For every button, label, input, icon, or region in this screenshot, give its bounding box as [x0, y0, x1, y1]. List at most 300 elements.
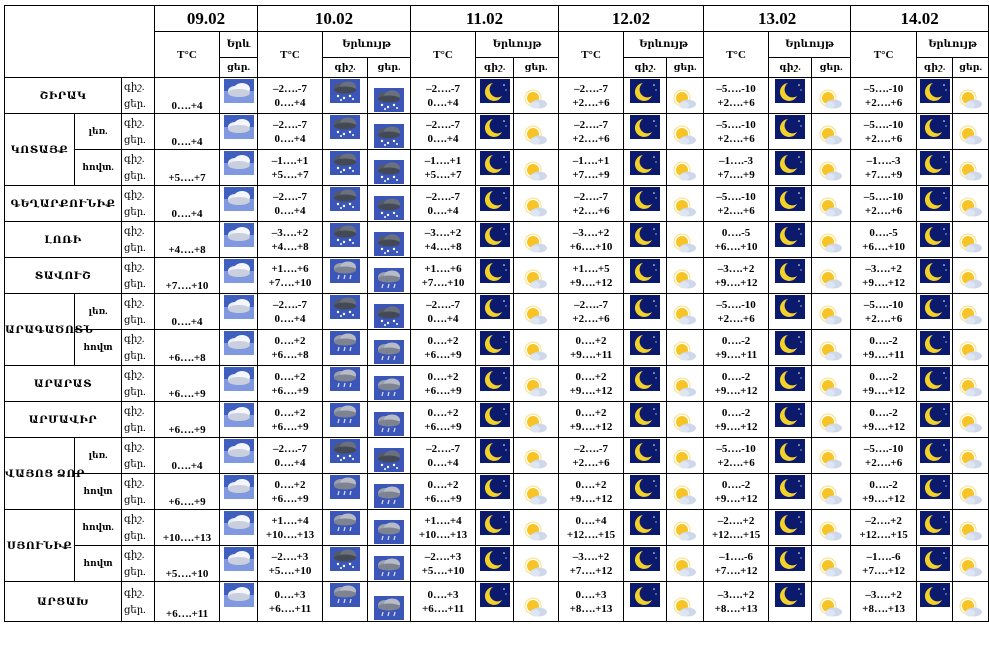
temperature-cell: [258, 438, 323, 474]
weather-icon-cell: [476, 366, 514, 402]
weather-icon-cell: [812, 258, 851, 294]
night-temp: –5….-10: [716, 118, 756, 131]
rain-icon: [324, 367, 366, 391]
rain-icon: [369, 376, 409, 400]
temperature-cell: [258, 294, 323, 330]
weather-icon-cell: [917, 78, 953, 114]
day-temp: +2….+6: [572, 96, 610, 109]
day-temp: +7….+10: [268, 276, 312, 289]
day-night-labels: [122, 510, 155, 546]
day-temp: +4….+8: [168, 244, 206, 256]
day-night-labels: [122, 150, 155, 186]
moon-icon: [477, 547, 512, 571]
date-header: 13.02: [704, 6, 851, 32]
moon-icon: [477, 79, 512, 103]
moon-icon: [477, 223, 512, 247]
night-temp: –5….-10: [716, 190, 756, 203]
day-temp: +7….+9: [864, 168, 903, 181]
temperature-cell: [155, 582, 220, 622]
sun-cloud-icon: [668, 520, 702, 544]
day-temp: 0….+4: [171, 100, 203, 112]
weather-icon-cell: [917, 294, 953, 330]
night-temp: 0….-5: [721, 226, 751, 239]
day-temp: +9….+11: [714, 348, 758, 361]
moon-icon: [770, 583, 810, 607]
cloudy-icon: [221, 583, 256, 607]
sun-cloud-icon: [813, 556, 849, 580]
night-temp: +1….+6: [271, 262, 309, 275]
temperature-cell: [411, 150, 476, 186]
weather-icon-cell: [220, 402, 258, 438]
sun-cloud-icon: [668, 304, 702, 328]
temperature-cell: [851, 258, 917, 294]
weather-icon-cell: [624, 294, 667, 330]
night-temp: –2….-7: [273, 82, 307, 95]
moon-icon: [625, 115, 665, 139]
snow-icon: [324, 187, 366, 211]
night-temp: –1….-3: [719, 154, 754, 167]
temperature-cell: [559, 186, 624, 222]
moon-icon: [770, 79, 810, 103]
rain-icon: [324, 583, 366, 607]
sun-cloud-icon: [515, 304, 557, 328]
weather-icon-cell: [953, 114, 989, 150]
day-night-labels: [122, 546, 155, 582]
temperature-cell: [258, 114, 323, 150]
temperature-cell: [155, 510, 220, 546]
temperature-cell: [559, 474, 624, 510]
weather-icon-cell: [812, 438, 851, 474]
region-name: ՇԻՐԱԿ: [5, 78, 122, 114]
temperature-cell: [851, 474, 917, 510]
region-name: ԱՐՄԱՎԻՐ: [5, 402, 122, 438]
snow-icon: [324, 79, 366, 103]
night-temp: –5….-10: [716, 442, 756, 455]
moon-icon: [770, 331, 810, 355]
sun-cloud-icon: [954, 340, 987, 364]
zone-label: լեռ.: [75, 438, 122, 474]
weather-icon-cell: [323, 582, 368, 622]
night-temp: –5….-10: [863, 442, 904, 455]
temperature-cell: [559, 78, 624, 114]
sun-cloud-icon: [813, 376, 849, 400]
sun-cloud-icon: [813, 160, 849, 184]
weather-icon-cell: [323, 114, 368, 150]
night-temp: –1….-6: [719, 550, 754, 563]
weather-icon-cell: [917, 438, 953, 474]
weather-icon-cell: [624, 114, 667, 150]
day-temp: +6….+9: [168, 496, 206, 508]
day-temp: +2….+6: [717, 456, 755, 469]
weather-icon-cell: [624, 330, 667, 366]
rain-icon: [324, 403, 366, 427]
weather-icon-cell: [917, 258, 953, 294]
snow-icon: [369, 124, 409, 148]
night-label: գիշ.: [124, 587, 145, 599]
weather-icon-cell: [953, 474, 989, 510]
temp-header: T°C: [851, 32, 917, 78]
temperature-cell: [155, 150, 220, 186]
temperature-cell: [851, 438, 917, 474]
night-temp: –2….-7: [426, 190, 460, 203]
cloudy-icon: [221, 151, 256, 175]
temperature-cell: [851, 150, 917, 186]
day-temp: +9….+12: [714, 492, 758, 505]
weather-icon-cell: [812, 474, 851, 510]
table-row: [5, 402, 989, 438]
date-header: 14.02: [851, 6, 989, 32]
weather-icon-cell: [323, 438, 368, 474]
moon-icon: [918, 439, 951, 463]
night-temp: 0….+3: [575, 588, 607, 601]
temperature-cell: [258, 582, 323, 622]
day-temp: +4….+8: [424, 240, 462, 253]
night-temp: 0….-5: [869, 226, 898, 239]
temperature-cell: [155, 294, 220, 330]
weather-icon-cell: [667, 582, 704, 622]
weather-icon-cell: [476, 438, 514, 474]
weather-icon-cell: [624, 402, 667, 438]
day-temp: +7….+10: [421, 276, 465, 289]
weather-icon-cell: [368, 402, 411, 438]
sun-cloud-icon: [813, 340, 849, 364]
day-temp: +5….+10: [421, 564, 465, 577]
temperature-cell: [704, 582, 769, 622]
moon-icon: [625, 151, 665, 175]
temperature-cell: [411, 222, 476, 258]
temperature-cell: [851, 510, 917, 546]
weather-icon-cell: [476, 510, 514, 546]
weather-icon-cell: [769, 582, 812, 622]
snow-icon: [324, 547, 366, 571]
day-temp: +2….+6: [717, 204, 755, 217]
weather-icon-cell: [514, 546, 559, 582]
temperature-cell: [411, 114, 476, 150]
temperature-cell: [559, 546, 624, 582]
day-temp: +6….+9: [271, 420, 309, 433]
sun-cloud-icon: [954, 304, 987, 328]
day-temp: +9….+12: [862, 276, 905, 289]
moon-icon: [477, 115, 512, 139]
cloudy-icon: [221, 439, 256, 463]
night-temp: +1….+4: [271, 514, 309, 527]
zone-label: հովտ: [75, 330, 122, 366]
moon-icon: [477, 403, 512, 427]
weather-icon-cell: [667, 186, 704, 222]
weather-icon-cell: [812, 222, 851, 258]
night-label: գիշ.: [124, 189, 145, 201]
day-temp: +10….+13: [265, 528, 315, 541]
sun-cloud-icon: [813, 124, 849, 148]
table-row: [5, 510, 989, 546]
moon-icon: [770, 115, 810, 139]
snow-icon: [369, 196, 409, 220]
day-temp: +2….+6: [717, 96, 755, 109]
weather-icon-cell: [667, 510, 704, 546]
moon-icon: [477, 187, 512, 211]
weather-icon-cell: [769, 330, 812, 366]
night-temp: 0….-2: [869, 406, 898, 419]
temperature-cell: [851, 222, 917, 258]
zone-label: լեռ.: [75, 114, 122, 150]
sun-cloud-icon: [515, 124, 557, 148]
cloudy-icon: [221, 331, 256, 355]
weather-icon-cell: [368, 330, 411, 366]
snow-icon: [369, 304, 409, 328]
night-temp: –1….+1: [424, 154, 462, 167]
sun-cloud-icon: [668, 484, 702, 508]
sun-cloud-icon: [954, 268, 987, 292]
day-temp: 0….+4: [427, 204, 459, 217]
sun-cloud-icon: [954, 376, 987, 400]
moon-icon: [477, 511, 512, 535]
phenomenon-header: Երևույթ: [917, 32, 989, 58]
region-name: ՎԱՅՈՑ ՁՈՐ: [5, 438, 75, 510]
moon-icon: [477, 475, 512, 499]
weather-icon-cell: [917, 150, 953, 186]
weather-icon-cell: [812, 186, 851, 222]
temperature-cell: [258, 546, 323, 582]
table-row: [5, 258, 989, 294]
sun-cloud-icon: [668, 596, 702, 620]
weather-icon-cell: [667, 150, 704, 186]
weather-icon-cell: [220, 186, 258, 222]
weather-icon-cell: [476, 294, 514, 330]
sun-cloud-icon: [954, 484, 987, 508]
day-temp: +2….+6: [572, 132, 610, 145]
day-temp: +9….+12: [714, 420, 758, 433]
table-row: [5, 438, 989, 474]
moon-icon: [477, 259, 512, 283]
temperature-cell: [559, 510, 624, 546]
weather-icon-cell: [917, 582, 953, 622]
sun-cloud-icon: [813, 484, 849, 508]
sun-cloud-icon: [813, 520, 849, 544]
day-temp: +6….+10: [714, 240, 758, 253]
day-temp: +9….+11: [569, 348, 613, 361]
day-label: ցեր.: [124, 422, 146, 434]
night-temp: 0….-2: [721, 406, 751, 419]
temperature-cell: [559, 402, 624, 438]
sun-cloud-icon: [668, 160, 702, 184]
weather-icon-cell: [624, 546, 667, 582]
temperature-cell: [704, 402, 769, 438]
weather-icon-cell: [624, 474, 667, 510]
date-header: 11.02: [411, 6, 559, 32]
weather-icon-cell: [220, 438, 258, 474]
temperature-cell: [411, 402, 476, 438]
night-temp: –3….+2: [717, 588, 755, 601]
day-temp: +7….+9: [572, 168, 610, 181]
night-temp: –3….+2: [572, 550, 610, 563]
moon-icon: [918, 475, 951, 499]
night-temp: –2….-7: [426, 298, 460, 311]
day-label: ցեր.: [124, 242, 146, 254]
temperature-cell: [559, 222, 624, 258]
night-subheader: գիշ.: [476, 58, 514, 78]
temperature-cell: [851, 294, 917, 330]
night-temp: –1….-3: [866, 154, 901, 167]
temperature-cell: [155, 366, 220, 402]
cloudy-icon: [221, 511, 256, 535]
weather-icon-cell: [953, 438, 989, 474]
moon-icon: [770, 367, 810, 391]
day-temp: +9….+12: [862, 384, 905, 397]
weather-icon-cell: [514, 438, 559, 474]
weather-icon-cell: [769, 438, 812, 474]
sun-cloud-icon: [668, 268, 702, 292]
day-temp: +2….+6: [864, 96, 903, 109]
sun-cloud-icon: [668, 340, 702, 364]
night-label: գիշ.: [124, 477, 145, 489]
weather-icon-cell: [514, 150, 559, 186]
sun-cloud-icon: [813, 304, 849, 328]
weather-icon-cell: [917, 114, 953, 150]
day-label: ցեր.: [124, 314, 146, 326]
weather-icon-cell: [624, 582, 667, 622]
moon-icon: [770, 223, 810, 247]
sun-cloud-icon: [668, 196, 702, 220]
day-temp: +2….+6: [572, 456, 610, 469]
weather-icon-cell: [323, 330, 368, 366]
weather-icon-cell: [323, 222, 368, 258]
weather-icon-cell: [917, 222, 953, 258]
day-label: ցեր.: [124, 530, 146, 542]
day-label: ցեր.: [124, 206, 146, 218]
moon-icon: [918, 367, 951, 391]
weather-icon-cell: [368, 258, 411, 294]
weather-icon-cell: [953, 78, 989, 114]
night-temp: 0….+3: [427, 588, 459, 601]
rain-icon: [324, 259, 366, 283]
day-label: ցեր.: [124, 458, 146, 470]
night-temp: 0….-2: [869, 334, 898, 347]
weather-icon-cell: [917, 546, 953, 582]
weather-icon-cell: [220, 546, 258, 582]
day-temp: 0….+4: [274, 312, 306, 325]
day-temp: +8….+13: [714, 602, 758, 615]
day-temp: +2….+6: [864, 132, 903, 145]
weather-icon-cell: [220, 294, 258, 330]
night-temp: –2….-7: [273, 118, 307, 131]
day-temp: +6….+9: [271, 384, 309, 397]
weather-icon-cell: [769, 258, 812, 294]
moon-icon: [918, 259, 951, 283]
night-temp: 0….+2: [274, 478, 306, 491]
night-temp: 0….+2: [274, 334, 306, 347]
weather-icon-cell: [953, 258, 989, 294]
weather-icon-cell: [812, 294, 851, 330]
day-temp: 0….+4: [274, 96, 306, 109]
day-temp: +12….+15: [566, 528, 616, 541]
night-temp: –2….+3: [271, 550, 309, 563]
night-temp: +1….+5: [572, 262, 610, 275]
moon-icon: [625, 223, 665, 247]
day-temp: +2….+6: [864, 312, 903, 325]
snow-icon: [369, 88, 409, 112]
weather-icon-cell: [476, 546, 514, 582]
sun-cloud-icon: [954, 556, 987, 580]
moon-icon: [918, 115, 951, 139]
night-temp: –2….-7: [273, 190, 307, 203]
moon-icon: [477, 151, 512, 175]
night-temp: –2….-7: [574, 442, 608, 455]
sun-cloud-icon: [515, 160, 557, 184]
weather-icon-cell: [953, 582, 989, 622]
table-row: [5, 114, 989, 150]
rain-icon: [324, 475, 366, 499]
cloudy-icon: [221, 367, 256, 391]
sun-cloud-icon: [515, 556, 557, 580]
day-night-labels: [122, 114, 155, 150]
temperature-cell: [851, 546, 917, 582]
temperature-cell: [704, 366, 769, 402]
weather-icon-cell: [368, 366, 411, 402]
weather-icon-cell: [812, 546, 851, 582]
weather-icon-cell: [667, 402, 704, 438]
weather-icon-cell: [476, 474, 514, 510]
corner-cell: [5, 6, 155, 78]
temperature-cell: [155, 402, 220, 438]
temperature-cell: [559, 150, 624, 186]
weather-icon-cell: [368, 78, 411, 114]
moon-icon: [770, 439, 810, 463]
weather-icon-cell: [220, 330, 258, 366]
weather-icon-cell: [667, 222, 704, 258]
temperature-cell: [559, 330, 624, 366]
day-night-labels: [122, 438, 155, 474]
moon-icon: [625, 511, 665, 535]
day-subheader: ցեր.: [514, 58, 559, 78]
sun-cloud-icon: [668, 556, 702, 580]
moon-icon: [770, 259, 810, 283]
day-label: ցեր.: [124, 278, 146, 290]
weather-icon-cell: [514, 294, 559, 330]
weather-icon-cell: [812, 114, 851, 150]
phenomenon-header: Երև: [220, 32, 258, 58]
night-subheader: գիշ.: [624, 58, 667, 78]
sun-cloud-icon: [515, 340, 557, 364]
cloudy-icon: [221, 223, 256, 247]
temperature-cell: [851, 582, 917, 622]
weather-icon-cell: [953, 294, 989, 330]
temperature-cell: [155, 114, 220, 150]
day-subheader: ցեր.: [953, 58, 989, 78]
night-temp: –5….-10: [863, 82, 904, 95]
weather-icon-cell: [769, 114, 812, 150]
day-temp: 0….+4: [274, 456, 306, 469]
day-temp: +9….+12: [569, 420, 613, 433]
rain-icon: [369, 520, 409, 544]
sun-cloud-icon: [813, 232, 849, 256]
region-name: ՏԱՎՈՒՇ: [5, 258, 122, 294]
table-row: [5, 474, 989, 510]
weather-icon-cell: [624, 150, 667, 186]
day-temp: +2….+6: [717, 312, 755, 325]
weather-icon-cell: [220, 366, 258, 402]
day-temp: +6….+9: [424, 492, 462, 505]
snow-icon: [324, 439, 366, 463]
weather-icon-cell: [220, 474, 258, 510]
day-subheader: ցեր.: [368, 58, 411, 78]
weather-icon-cell: [368, 294, 411, 330]
sun-cloud-icon: [813, 88, 849, 112]
temperature-cell: [704, 546, 769, 582]
night-label: գիշ.: [124, 81, 145, 93]
day-temp: +2….+6: [864, 204, 903, 217]
night-temp: 0….+2: [575, 478, 607, 491]
night-temp: –2….-7: [426, 442, 460, 455]
